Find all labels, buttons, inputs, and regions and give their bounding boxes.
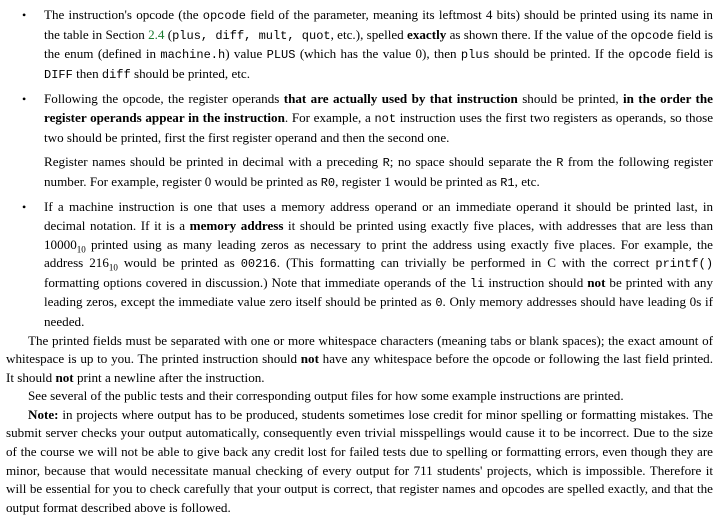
list-item-registers	[22, 90, 714, 192]
bullet-icon: •	[22, 200, 27, 215]
bullet-icon: •	[22, 92, 27, 107]
whitespace-paragraph: The printed fields must be separated with one or more whitespace characters (meaning tabs or blank spaces); the exact amount of whitespace is up to you. The printed instruction should not have any whitespace before the opcode or following the last field printed. It should not print a newline after the instruction.	[6, 332, 713, 385]
register-names-paragraph: Register names should be printed in decimal with a preceding R; no space should separate the R from the following register number. For example, register 0 would be printed as R0, register 1 would be printed as R1, etc.	[44, 154, 713, 190]
list-item-operands	[22, 198, 714, 331]
register-operands-paragraph: Following the opcode, the register operands that are actually used by that instruction should be printed, in the order the register operands appear in the instruction. For example, a not instruction uses the first two registers as operands, so those two should be printed, first the first register operand and then the second one.	[44, 91, 714, 145]
section-link[interactable]: 2.4	[148, 26, 165, 42]
bullet-icon: •	[22, 8, 27, 22]
note-paragraph: Note: in projects where output has to be produced, students sometimes lose credit for minor spelling or formatting mistakes. The submit server checks your output automatically, consequently even trivial misspellings would cause it to be incorrect. Due to the size of the course we will not be able to give back any credit lost for failed tests due to spelling or formatting errors, even though they are minor, because that would necessitate manual checking of every output for 711 students' projects, which is impossible. Therefore it will be essential for you to check carefully that your output is correct, that register names and opcodes are spelled exactly, and that the output format described above is followed.	[6, 406, 713, 515]
public-tests-paragraph: See several of the public tests and their corresponding output files for how some example instructions are printed.	[28, 388, 624, 404]
opcode-paragraph: The instruction's opcode (the opcode field of the parameter, meaning its leftmost 4 bits) should be printed using its name in the table in Section 2.4 (plus, diff, mult, quot, etc.), spelled exactly as shown there. If the value of the opcode field is the enum (defined in machine.h) value PLUS (which has the value 0), then plus should be printed. If the opcode field is DIFF then diff should be printed, etc.	[44, 7, 714, 82]
memory-immediate-paragraph: If a machine instruction is one that uses a memory address operand or an immediate operand it should be printed last, in decimal notation. If it is a memory address it should be printed using exactly five places, with addresses that are less than $10000_{10}$ printed using as many leading zeros as necessary to print the address using exactly five places. For example, the address $216_{10}$ would be printed as 00216. (This formatting can trivially be performed in C with the correct printf() formatting options covered in discussion.) Note that immediate operands of the li instruction should not be printed with any leading zeros, except the immediate value zero itself should be printed as 0. Only memory addresses should have leading 0s if needed.	[44, 199, 714, 329]
requirements-list	[6, 6, 713, 332]
list-item-opcode	[22, 6, 714, 84]
